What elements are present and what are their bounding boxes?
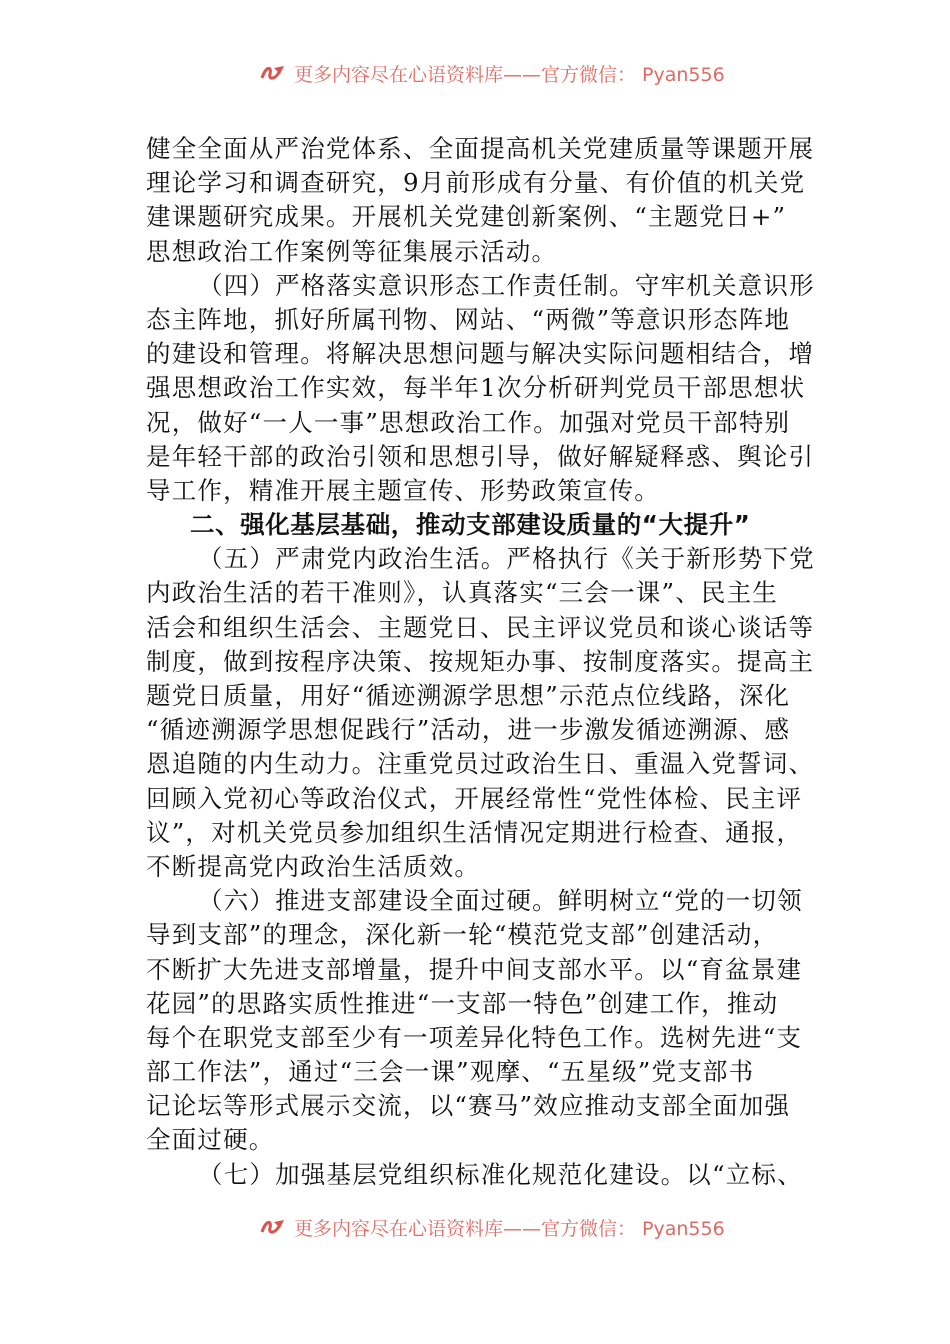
text-line: 内政治生活的若干准则》，认真落实“三会一课”、民主生: [146, 578, 778, 608]
text-line: 不断扩大先进支部增量，提升中间支部水平。以“育盆景建: [146, 954, 803, 984]
watermark-text: 更多内容尽在心语资料库——官方微信： Pyan556: [294, 1217, 725, 1240]
text-line: 不断提高党内政治生活质效。: [146, 851, 481, 881]
section-heading: 二、强化基层基础，推动支部建设质量的“大提升”: [190, 510, 751, 540]
text-line: （七）加强基层党组织标准化规范化建设。以“立标、: [198, 1159, 803, 1189]
text-line: 每个在职党支部至少有一项差异化特色工作。选树先进“支: [146, 1022, 803, 1052]
text-line: 部工作法”，通过“三会一课”观摩、“五星级”党支部书: [146, 1057, 755, 1087]
watermark-bottom: [258, 1212, 738, 1242]
watermark-top: [258, 58, 738, 88]
text-line: 活会和组织生活会、主题党日、民主评议党员和谈心谈话等: [146, 612, 815, 642]
text-line: 花园”的思路实质性推进“一支部一特色”创建工作，推动: [146, 988, 779, 1018]
document-body: [146, 132, 816, 1192]
text-line: 回顾入党初心等政治仪式，开展经常性“党性体检、民主评: [146, 783, 803, 813]
text-line: 导工作，精准开展主题宣传、形势政策宣传。: [146, 475, 660, 505]
logo-icon: [258, 1216, 288, 1238]
text-line: 的建设和管理。将解决思想问题与解决实际问题相结合，增: [146, 339, 815, 369]
text-line: 导到支部”的理念，深化新一轮“模范党支部”创建活动，: [146, 920, 779, 950]
text-line: “循迹溯源学思想促践行”活动，进一步激发循迹溯源、感: [146, 715, 791, 745]
text-line: 议”，对机关党员参加组织生活情况定期进行检查、通报，: [146, 817, 803, 847]
text-line: 健全全面从严治党体系、全面提高机关党建质量等课题开展: [146, 134, 815, 163]
text-line: 是年轻干部的政治引领和思想引导，做好解疑释惑、舆论引: [146, 441, 815, 471]
text-line: 强思想政治工作实效，每半年1次分析研判党员干部思想状: [146, 373, 806, 403]
text-line: 恩追随的内生动力。注重党员过政治生日、重温入党誓词、: [146, 749, 815, 779]
text-line: （六）推进支部建设全面过硬。鲜明树立“党的一切领: [198, 886, 803, 916]
text-line: 全面过硬。: [146, 1125, 275, 1155]
text-line: 况，做好“一人一事”思想政治工作。加强对党员干部特别: [146, 407, 791, 437]
watermark-text: 更多内容尽在心语资料库——官方微信： Pyan556: [294, 63, 725, 86]
text-line: 态主阵地，抓好所属刊物、网站、“两微”等意识形态阵地: [146, 304, 791, 334]
logo-icon: [258, 62, 288, 84]
text-line: 理论学习和调查研究，9月前形成有分量、有价值的机关党: [146, 168, 806, 198]
text-line: （五）严肃党内政治生活。严格执行《关于新形势下党: [198, 544, 815, 574]
text-line: 建课题研究成果。开展机关党建创新案例、“主题党日+”: [146, 202, 787, 232]
text-line: 记论坛等形式展示交流，以“赛马”效应推动支部全面加强: [146, 1091, 791, 1121]
text-line: 制度，做到按程序决策、按规矩办事、按制度落实。提高主: [146, 646, 815, 676]
text-line: 思想政治工作案例等征集展示活动。: [146, 236, 558, 266]
text-line: （四）严格落实意识形态工作责任制。守牢机关意识形: [198, 270, 815, 300]
text-line: 题党日质量，用好“循迹溯源学思想”示范点位线路，深化: [146, 681, 791, 710]
